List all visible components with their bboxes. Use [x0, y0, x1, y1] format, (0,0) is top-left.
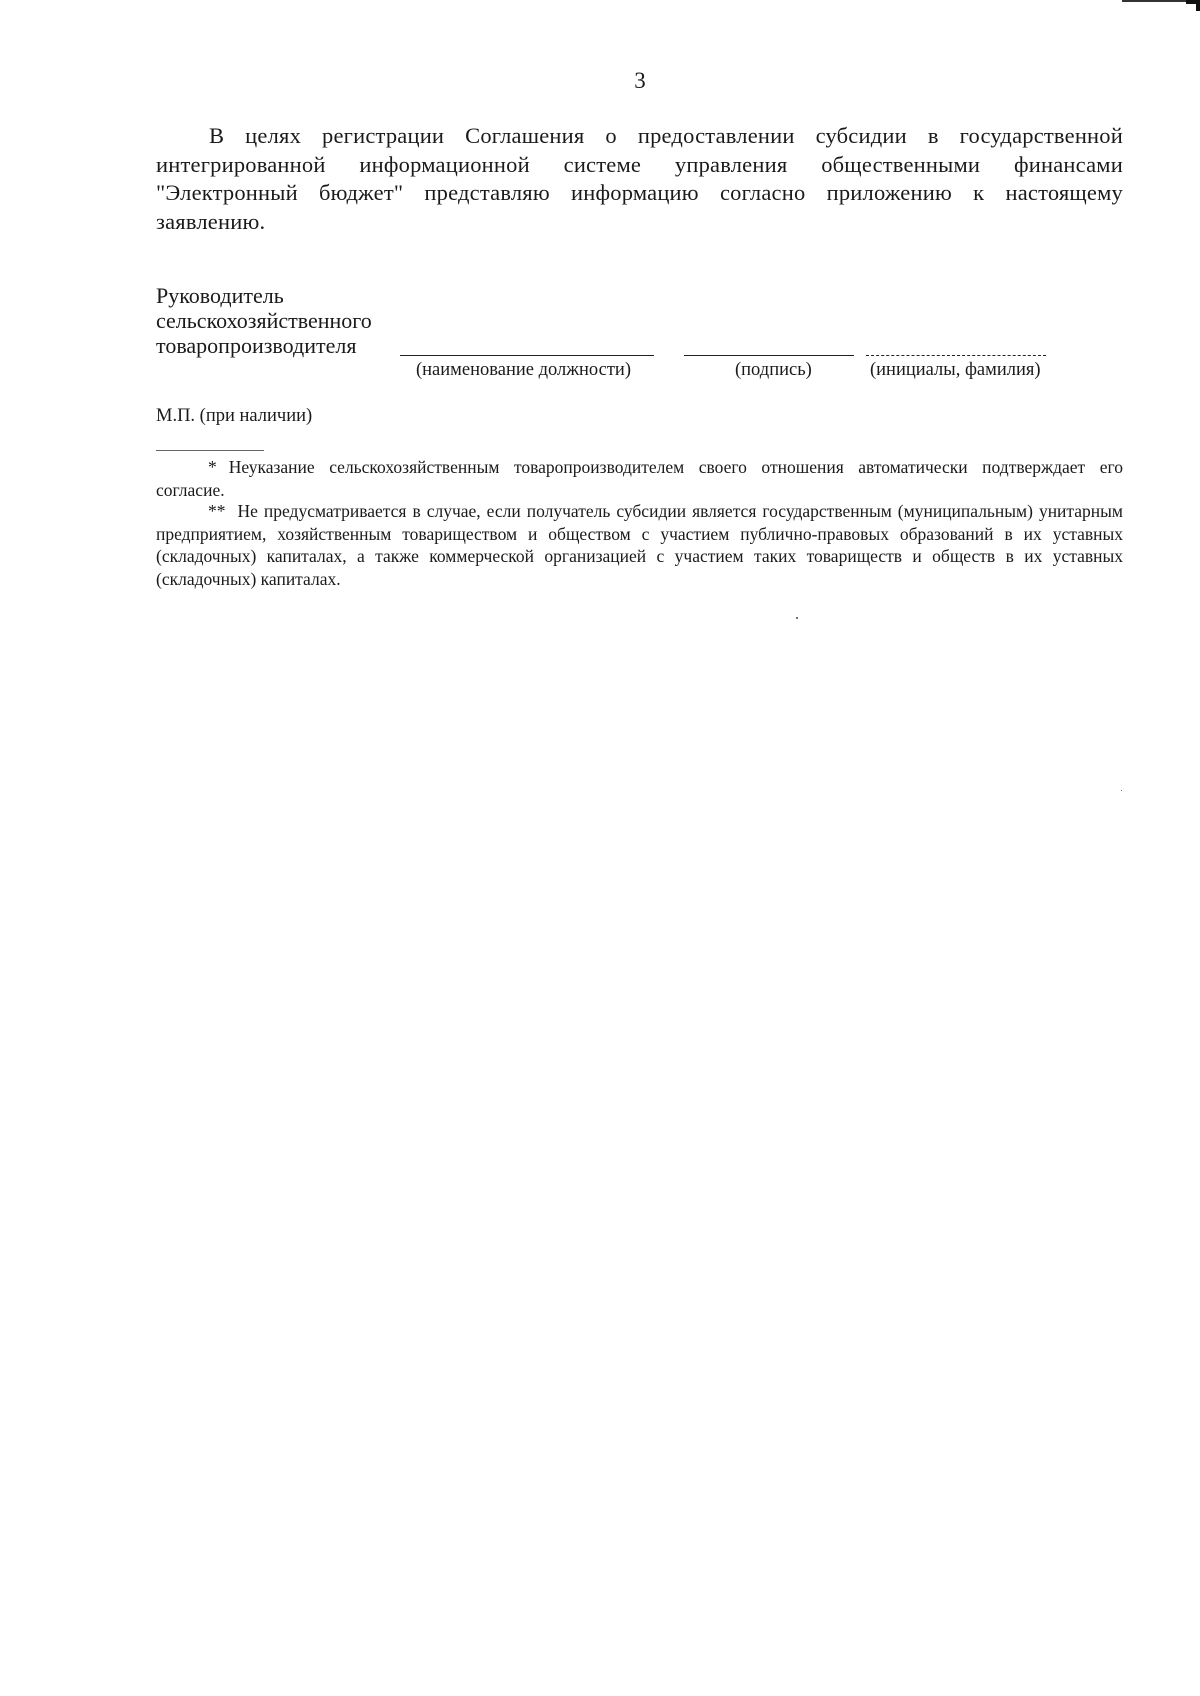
footnote-separator — [156, 450, 264, 451]
position-blank-line — [400, 355, 654, 356]
page-number: 3 — [634, 68, 646, 93]
footnote-2-text: Не предусматривается в случае, если получатель субсидии является государственным (муниципальным) унитарным предприятием, хозяйственным товариществом и обществом с участием публично-правовых образований в их уставных (складочных) капиталах, а также коммерческой организацией с участием таких товариществ и обществ в их уставных (складочных) капиталах. — [156, 501, 1123, 589]
body-paragraph: В целях регистрации Соглашения о предоставлении субсидии в государственной интегрированной информационной системе управления общественными финансами "Электронный бюджет" представляю информацию согласно приложению к настоящему заявлению. — [156, 123, 1123, 234]
scan-speck — [796, 617, 798, 619]
scan-speck — [1121, 790, 1122, 791]
signatory-title-line-2: сельскохозяйственного — [156, 308, 372, 333]
signatory-title — [156, 283, 372, 358]
caption-name: (инициалы, фамилия) — [870, 360, 1041, 380]
footnote-1-text: Неуказание сельскохозяйственным товаропроизводителем своего отношения автоматически подтверждает его согласие. — [156, 457, 1123, 500]
signatory-title-line-3: товаропроизводителя — [156, 333, 357, 358]
name-blank-line — [866, 355, 1046, 356]
footnote-1 — [156, 456, 1123, 501]
signatory-title-line-1: Руководитель — [156, 283, 284, 308]
footnote-1-marker: * — [208, 457, 217, 477]
caption-signature: (подпись) — [735, 360, 812, 380]
signature-blank-line — [684, 355, 854, 356]
footnote-2 — [156, 500, 1123, 590]
seal-note: М.П. (при наличии) — [156, 406, 313, 426]
caption-position: (наименование должности) — [416, 360, 631, 380]
footnote-2-marker: ** — [208, 501, 226, 521]
scan-corner-mark — [1186, 0, 1200, 11]
